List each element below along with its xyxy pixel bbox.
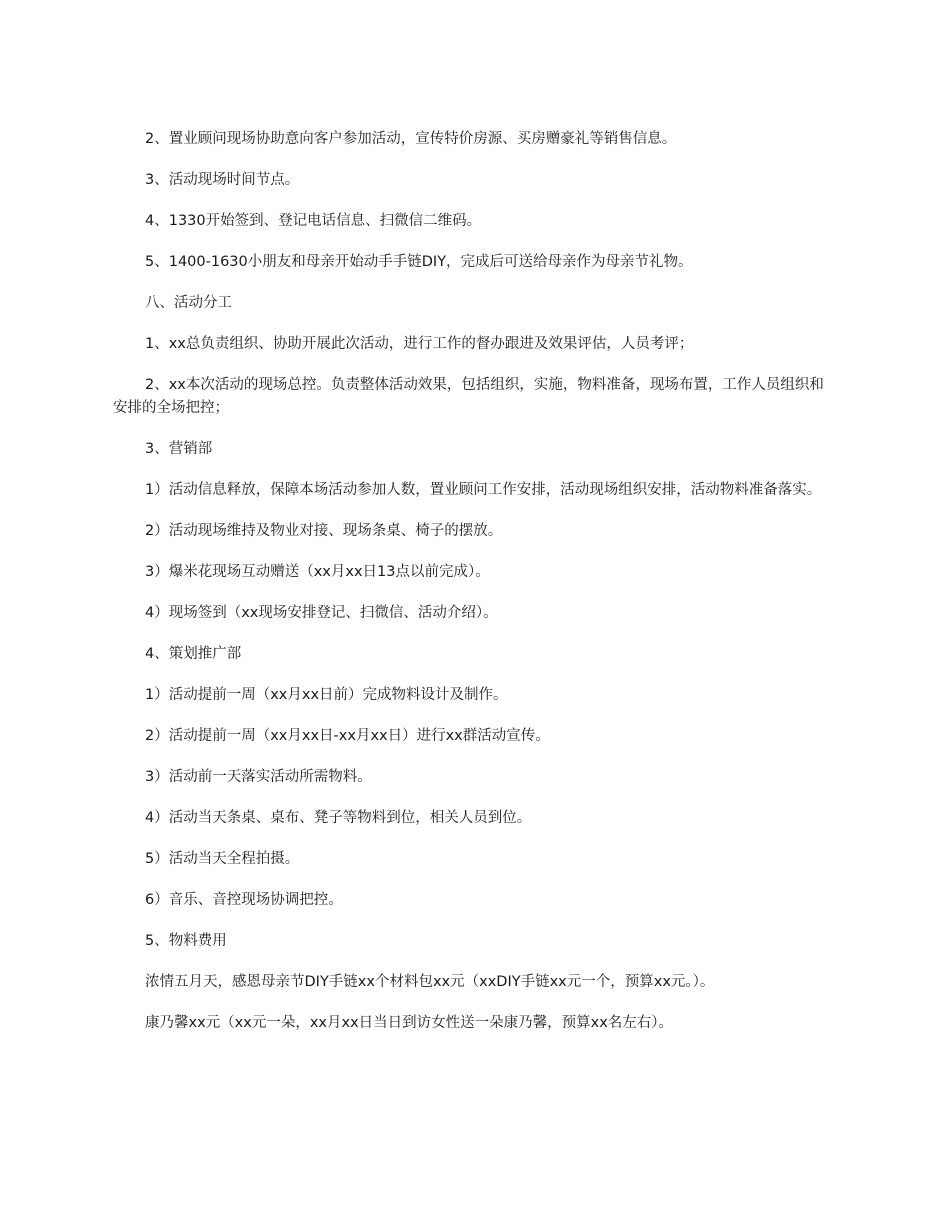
paragraph-time-nodes: 3、活动现场时间节点。 <box>145 172 300 188</box>
list-item-planning-4: 4）活动当天条桌、桌布、凳子等物料到位，相关人员到位。 <box>145 810 532 826</box>
list-item-planning-5: 5）活动当天全程拍摄。 <box>145 851 300 867</box>
paragraph-promotion: 2、置业顾问现场协助意向客户参加活动，宣传特价房源、买房赠豪礼等销售信息。 <box>145 131 677 147</box>
subheading-material-cost: 5、物料费用 <box>145 933 227 949</box>
list-item-planning-3: 3）活动前一天落实活动所需物料。 <box>145 769 372 785</box>
list-item-marketing-2: 2）活动现场维持及物业对接、现场条桌、椅子的摆放。 <box>145 523 503 539</box>
list-item-planning-1: 1）活动提前一周（xx月xx日前）完成物料设计及制作。 <box>145 687 508 703</box>
list-item-marketing-3: 3）爆米花现场互动赠送（xx月xx日13点以前完成）。 <box>145 564 490 580</box>
section-heading-division: 八、活动分工 <box>145 295 232 311</box>
paragraph-signin: 4、1330开始签到、登记电话信息、扫微信二维码。 <box>145 213 482 229</box>
subheading-planning: 4、策划推广部 <box>145 646 242 662</box>
list-item-marketing-1: 1）活动信息释放，保障本场活动参加人数，置业顾问工作安排，活动现场组织安排，活动物料准备落实。 <box>145 482 822 498</box>
paragraph-overall-lead: 1、xx总负责组织、协助开展此次活动，进行工作的督办跟进及效果评估，人员考评； <box>145 336 694 352</box>
list-item-planning-2: 2）活动提前一周（xx月xx日-xx月xx日）进行xx群活动宣传。 <box>145 728 550 744</box>
list-item-marketing-4: 4）现场签到（xx现场安排登记、扫微信、活动介绍）。 <box>145 605 498 621</box>
subheading-marketing: 3、营销部 <box>145 441 213 457</box>
paragraph-carnation-cost: 康乃馨xx元（xx元一朵，xx月xx日当日到访女性送一朵康乃馨，预算xx名左右）。 <box>145 1015 674 1031</box>
list-item-planning-6: 6）音乐、音控现场协调把控。 <box>145 892 343 908</box>
paragraph-diy: 5、1400-1630小朋友和母亲开始动手手链DIY，完成后可送给母亲作为母亲节礼物。 <box>145 254 693 270</box>
paragraph-onsite-control: 2、xx本次活动的现场总控。负责整体活动效果，包括组织，实施，物料准备，现场布置，工作人员组织和安排的全场把控； <box>113 377 824 416</box>
document-body <box>113 128 833 1053</box>
paragraph-diy-cost: 浓情五月天，感恩母亲节DIY手链xx个材料包xx元（xxDIY手链xx元一个，预算xx元。）。 <box>145 974 715 990</box>
